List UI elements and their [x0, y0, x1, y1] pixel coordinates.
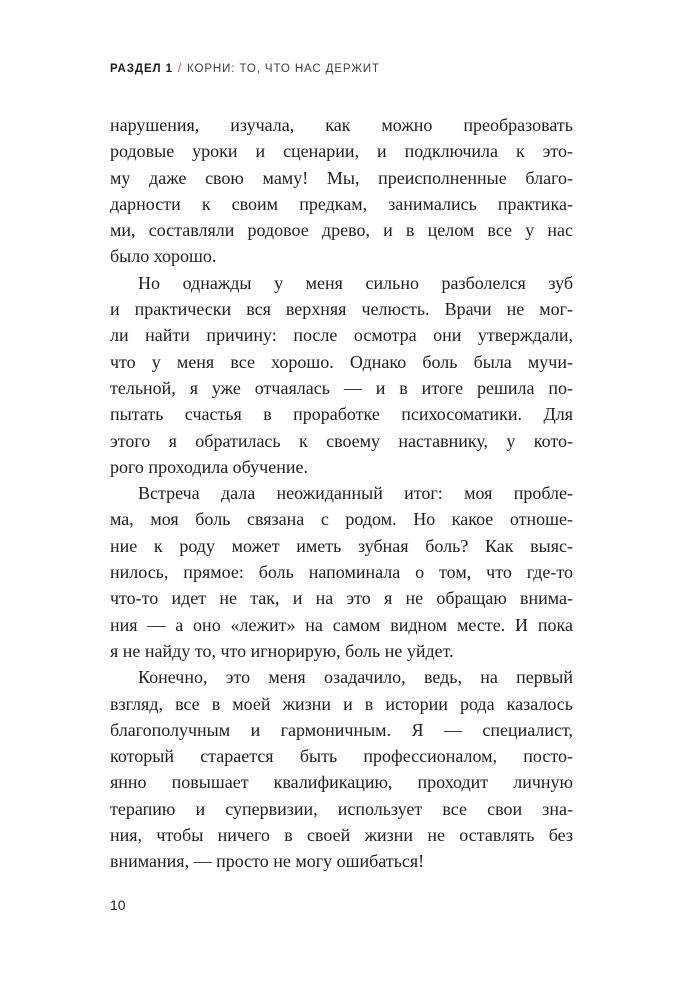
- paragraph: [110, 112, 573, 270]
- text-line: ли найти причину: после осмотра они утверждали,: [110, 325, 573, 346]
- text-line: я не найду то, что игнорирую, боль не уйдет.: [110, 640, 454, 661]
- text-line: Но однажды у меня сильно разболелся зуб: [138, 272, 573, 293]
- text-line: благополучным и гармоничным. Я — специалист,: [110, 719, 573, 740]
- running-head: [110, 63, 380, 75]
- paragraph: [110, 480, 573, 664]
- text-line: му даже свою маму! Мы, преисполненные благо-: [110, 167, 573, 188]
- text-line: что у меня все хорошо. Однако боль была мучи-: [110, 351, 573, 372]
- section-label: РАЗДЕЛ 1: [110, 63, 173, 75]
- text-line: нилось, прямое: боль напоминала о том, что где-то: [110, 562, 573, 583]
- text-line: рого проходила обучение.: [110, 456, 308, 477]
- text-line: было хорошо.: [110, 246, 217, 267]
- text-line: нарушения, изучала, как можно преобразовать: [110, 115, 573, 135]
- text-line: тельной, я уже отчаялась — и в итоге решила по-: [110, 377, 573, 398]
- text-line: Встреча дала неожиданный итог: моя пробле-: [138, 483, 573, 504]
- text-line: родовые уроки и сценарии, и подключила к это-: [110, 141, 573, 162]
- text-line: этого я обратилась к своему наставнику, у кото-: [110, 430, 573, 451]
- text-line: и практически вся верхняя челюсть. Врачи не мог-: [110, 299, 573, 320]
- paragraph: [110, 664, 573, 874]
- text-line: который старается быть профессионалом, посто-: [110, 746, 573, 767]
- text-line: Конечно, это меня озадачило, ведь, на первый: [138, 667, 573, 688]
- text-line: взгляд, все в моей жизни и в истории рода казалось: [110, 693, 573, 714]
- text-line: янно повышает квалификацию, проходит личную: [110, 772, 573, 793]
- text-line: дарности к своим предкам, занимались практика-: [110, 193, 573, 214]
- text-line: ма, моя боль связана с родом. Но какое отноше-: [110, 509, 573, 530]
- chapter-title: КОРНИ: ТО, ЧТО НАС ДЕРЖИТ: [187, 63, 380, 75]
- text-line: ния, чтобы ничего в своей жизни не оставлять без: [110, 825, 573, 846]
- text-line: ми, составляли родовое древо, и в целом все у нас: [110, 220, 573, 241]
- paragraph: [110, 270, 573, 480]
- text-line: ния — а оно «лежит» на самом видном месте. И пока: [110, 614, 573, 635]
- body-text: [110, 112, 573, 875]
- page-number: 10: [110, 897, 126, 913]
- text-line: что-то идет не так, и на это я не обращаю внима-: [110, 588, 573, 609]
- text-line: пытать счастья в проработке психосоматики. Для: [110, 404, 573, 425]
- header-separator: /: [177, 63, 183, 75]
- text-line: внимания, — просто не могу ошибаться!: [110, 851, 425, 872]
- text-line: ние к роду может иметь зубная боль? Как выяс-: [110, 535, 573, 556]
- text-line: терапию и супервизии, использует все свои зна-: [110, 798, 573, 819]
